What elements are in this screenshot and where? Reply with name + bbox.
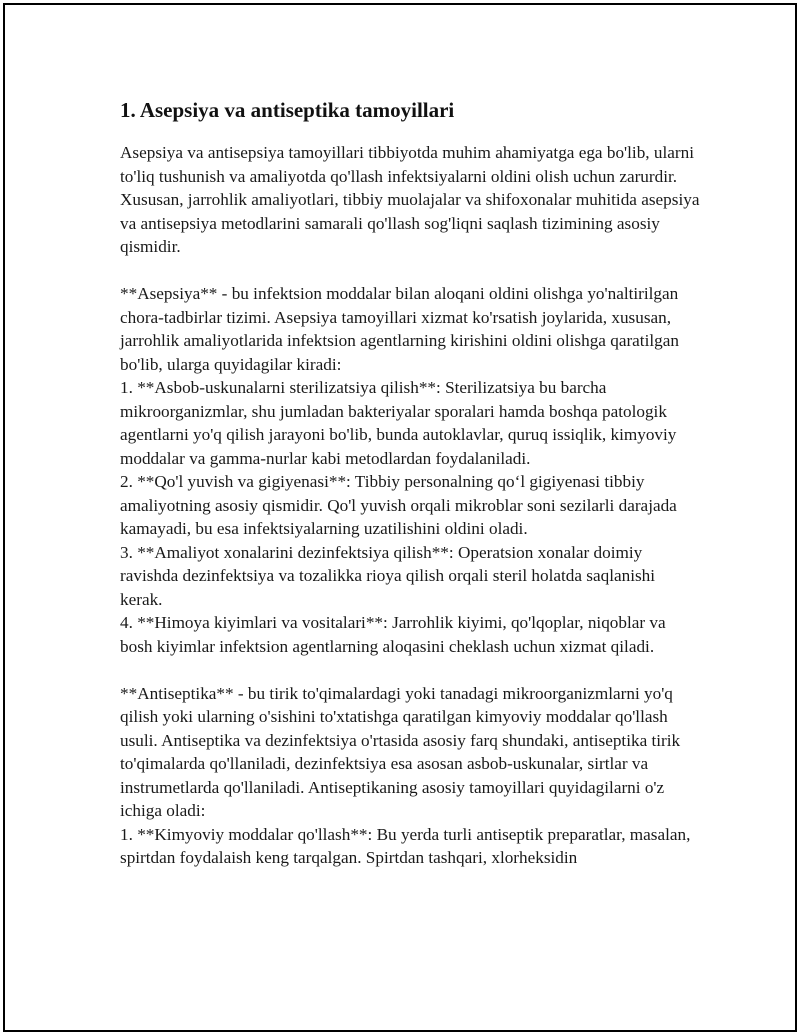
paragraph-spacer (120, 658, 700, 682)
asepsis-paragraph: **Asepsiya** - bu infektsion moddalar bilan aloqani oldini olishga yo'naltirilgan chora-tadbirlar tizimi. Asepsiya tamoyillari xizmat ko'rsatish joylarida, xususan, jarrohlik amaliyotlarida infektsion agentlarning kirishini oldini olishga qaratilgan bo'lib, ularga quyidagilar kiradi: 1. **Asbob-uskunalarni sterilizatsiya qilish**: Sterilizatsiya bu barcha mikroorganizmlar, shu jumladan bakteriyalar sporalari hamda boshqa patologik agentlarni yo'q qilish jarayoni bo'lib, bunda autoklavlar, quruq issiqlik, kimyoviy moddalar va gamma-nurlar kabi metodlardan foydalaniladi. 2. **Qo'l yuvish va gigiyenasi**: Tibbiy personalning qo‘l gigiyenasi tibbiy amaliyotning asosiy qismidir. Qo'l yuvish orqali mikroblar soni sezilarli darajada kamayadi, bu esa infektsiyalarning uzatilishini oldini oladi. 3. **Amaliyot xonalarini dezinfektsiya qilish**: Operatsion xonalar doimiy ravishda dezinfektsiya va tozalikka rioya qilish orqali steril holatda saqlanishi kerak. 4. **Himoya kiyimlari va vositalari**: Jarrohlik kiyimi, qo'lqoplar, niqoblar va bosh kiyimlar infektsion agentlarning aloqasini cheklash uchun xizmat qiladi. (120, 284, 679, 656)
intro-paragraph: Asepsiya va antisepsiya tamoyillari tibbiyotda muhim ahamiyatga ega bo'lib, ularni to'liq tushunish va amaliyotda qo'llash infektsiyalarni oldini olish uchun zarurdir. Xususan, jarrohlik amaliyotlari, tibbiy muolajalar va shifoxonalar muhitida asepsiya va antisepsiya metodlarini samarali qo'llash sog'liqni saqlash tizimining asosiy qismidir. (120, 143, 700, 256)
document-page (3, 3, 797, 1032)
section-heading: 1. Asepsiya va antiseptika tamoyillari (120, 98, 455, 122)
antiseptics-paragraph: **Antiseptika** - bu tirik to'qimalardagi yoki tanadagi mikroorganizmlarni yo'q qilish yoki ularning o'sishini to'xtatishga qaratilgan kimyoviy moddalar qo'llash usuli. Antiseptika va dezinfektsiya o'rtasida asosiy farq shundaki, antiseptika tirik to'qimalarda qo'llaniladi, dezinfektsiya esa asosan asbob-uskunalar, sirtlar va instrumetlarda qo'llaniladi. Antiseptikaning asosiy tamoyillari quyidagilarni o'z ichiga oladi: 1. **Kimyoviy moddalar qo'llash**: Bu yerda turli antiseptik preparatlar, masalan, spirtdan foydalaish keng tarqalgan. Spirtdan tashqari, xlorheksidin (120, 683, 691, 867)
paragraph-spacer (120, 259, 700, 283)
document-body (120, 95, 700, 870)
